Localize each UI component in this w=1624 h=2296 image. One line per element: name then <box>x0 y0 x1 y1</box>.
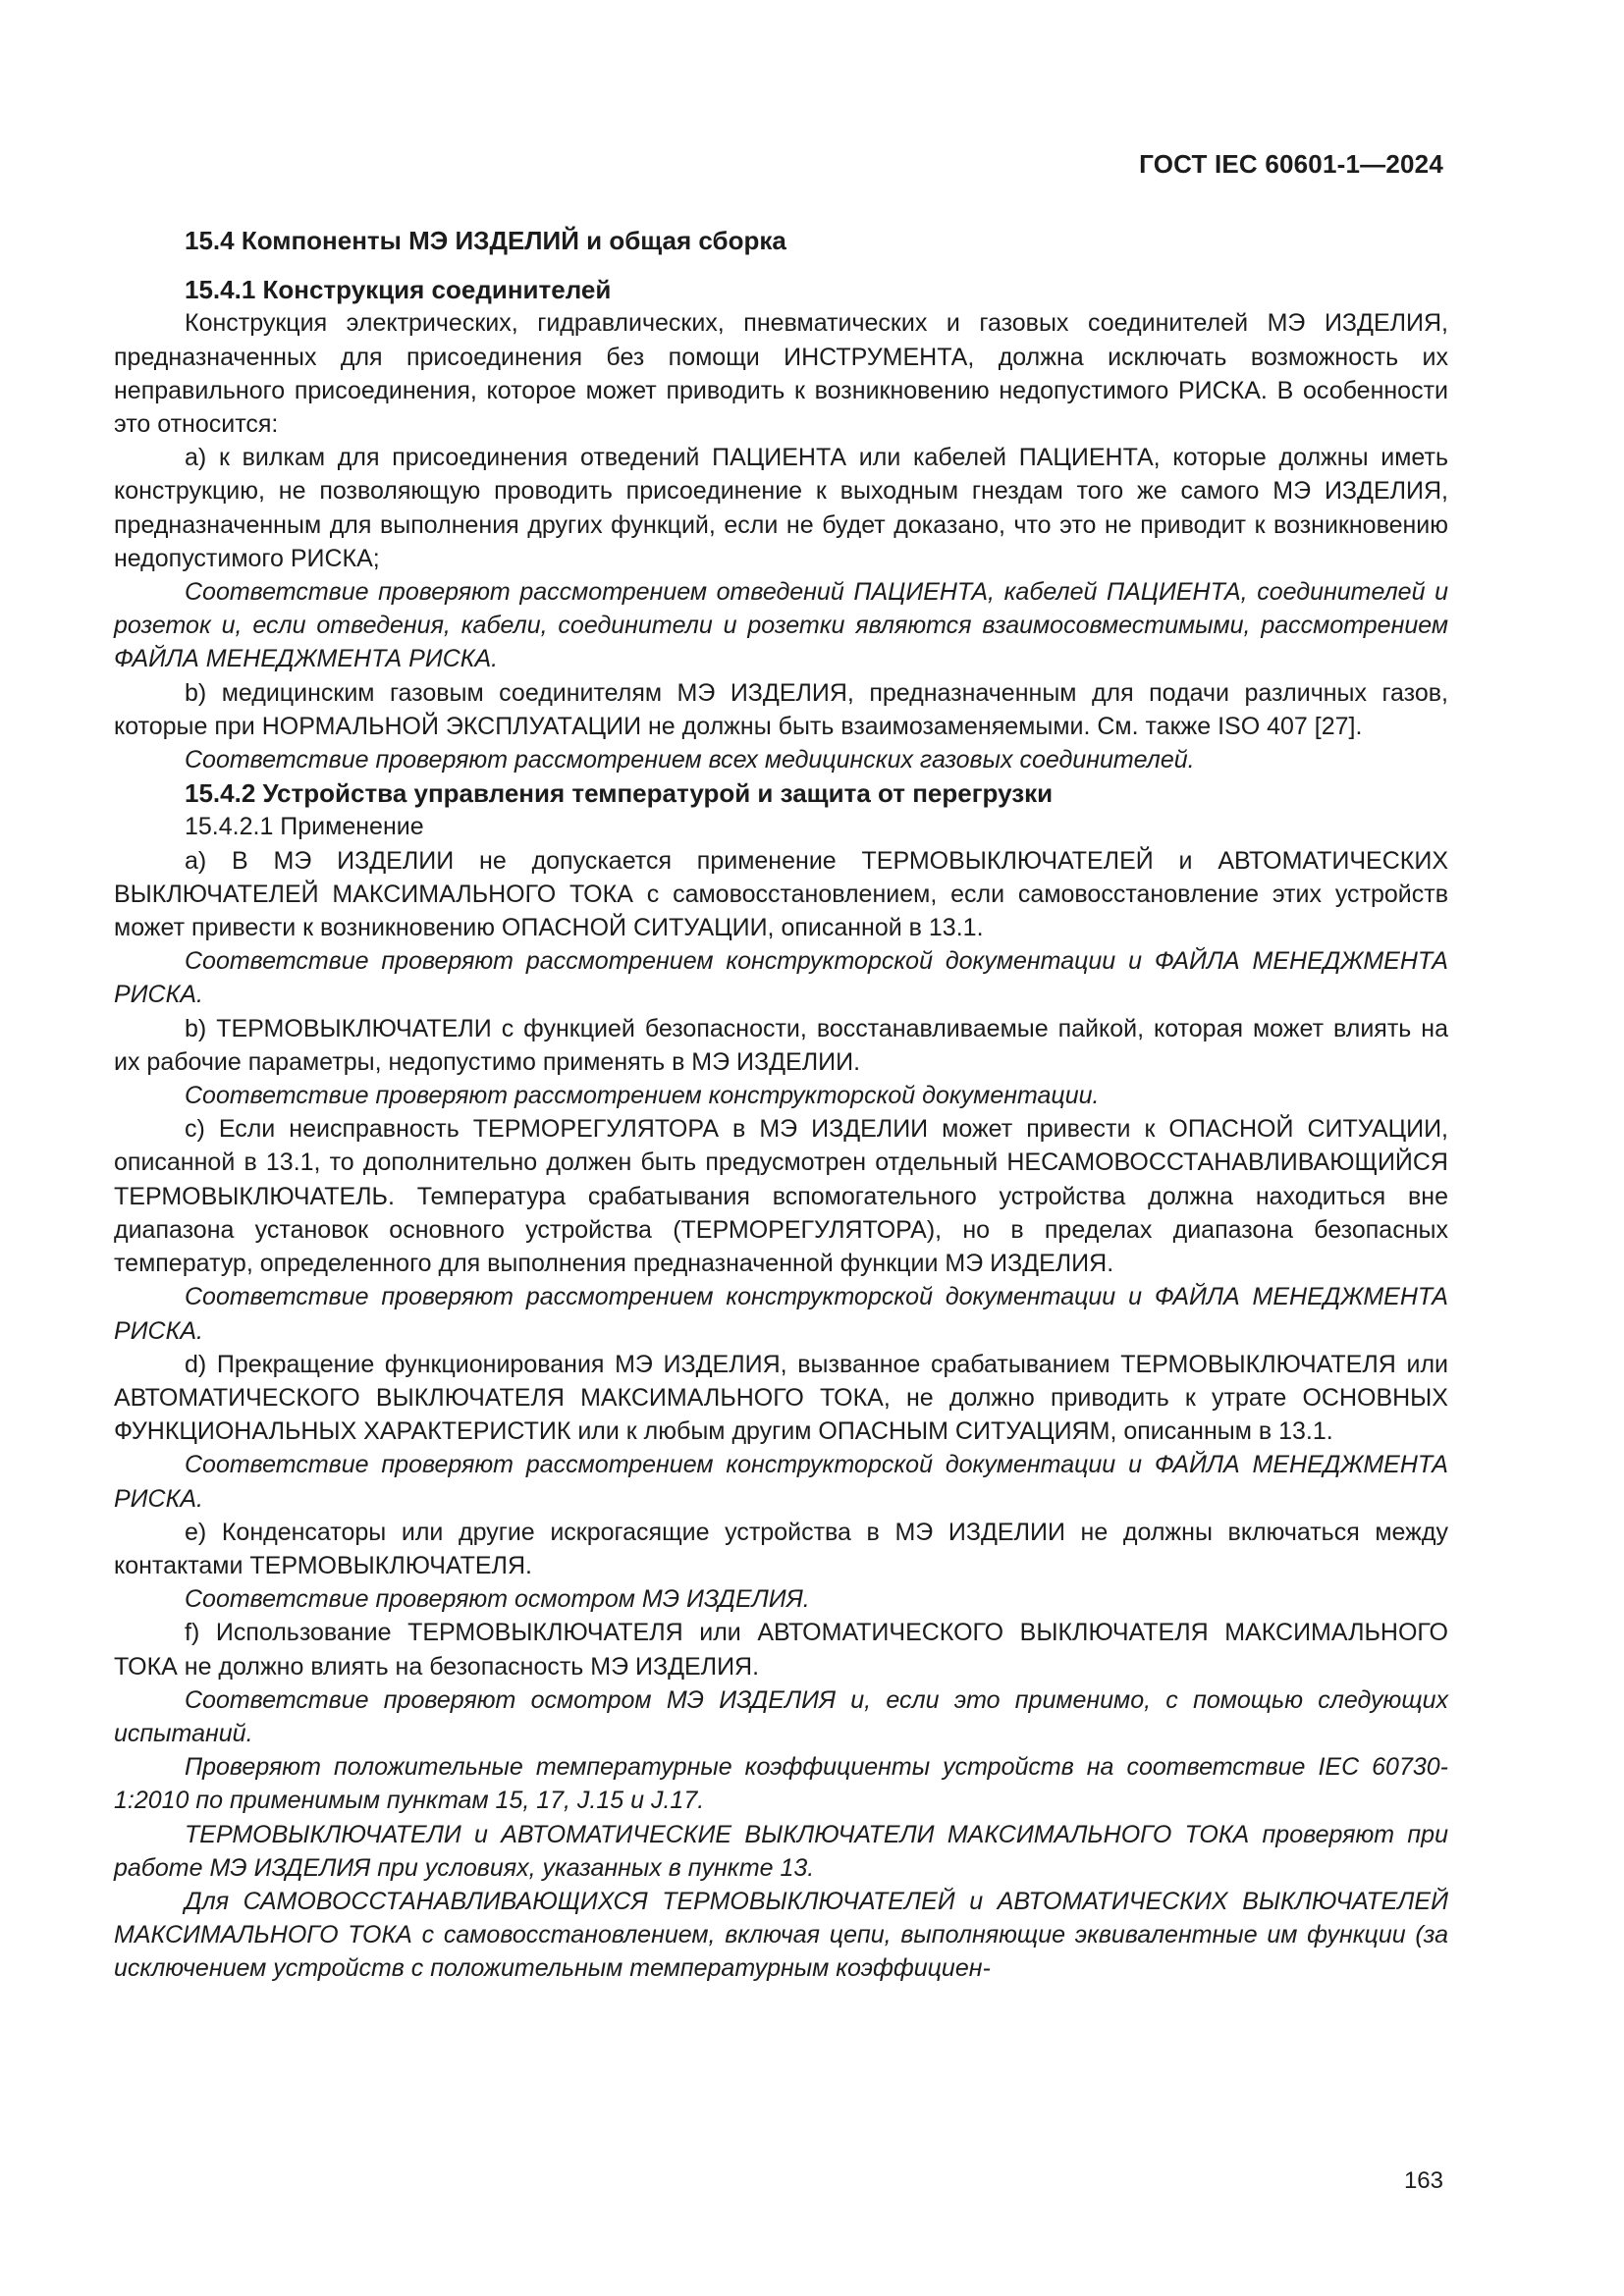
body-paragraph: Конструкция электрических, гидравлических, пневматических и газовых соединителей МЭ ИЗДЕЛИЯ, предназначенных для присоединения без помощи ИНСТРУМЕНТА, должна исключать возможность их неправильного присоединения, которое может приводить к возникновению недопустимого РИСКА. В особенности это относится: <box>114 309 1448 439</box>
list-item: c) Если неисправность ТЕРМОРЕГУЛЯТОРА в МЭ ИЗДЕЛИИ может привести к ОПАСНОЙ СИТУАЦИИ, описанной в 13.1, то дополнительно должен быть предусмотрен отдельный НЕСАМОВОССТАНАВЛИВАЮЩИЙСЯ ТЕРМОВЫКЛЮЧАТЕЛЬ. Температура срабатывания вспомогательного устройства должна находиться вне диапазона установок основного устройства (ТЕРМОРЕГУЛЯТОРА), но в пределах диапазона безопасных температур, определенного для выполнения предназначенной функции МЭ ИЗДЕЛИЯ. <box>114 1115 1448 1278</box>
document-code: ГОСТ IEC 60601-1—2024 <box>1139 149 1443 179</box>
compliance-note: Соответствие проверяют осмотром МЭ ИЗДЕЛИЯ и, если это применимо, с помощью следующих испытаний. <box>114 1685 1448 1747</box>
list-item: f) Использование ТЕРМОВЫКЛЮЧАТЕЛЯ или АВТОМАТИЧЕСКОГО ВЫКЛЮЧАТЕЛЯ МАКСИМАЛЬНОГО ТОКА не должно влиять на безопасность МЭ ИЗДЕЛИЯ. <box>114 1619 1448 1681</box>
list-item: b) ТЕРМОВЫКЛЮЧАТЕЛИ с функцией безопасности, восстанавливаемые пайкой, которая может влиять на их рабочие параметры, недопустимо применять в МЭ ИЗДЕЛИИ. <box>114 1014 1448 1076</box>
list-item: d) Прекращение функционирования МЭ ИЗДЕЛИЯ, вызванное срабатыванием ТЕРМОВЫКЛЮЧАТЕЛЯ или АВТОМАТИЧЕСКОГО ВЫКЛЮЧАТЕЛЯ МАКСИМАЛЬНОГО ТОКА, не должно приводить к утрате ОСНОВНЫХ ФУНКЦИОНАЛЬНЫХ ХАРАКТЕРИСТИК или к любым другим ОПАСНЫМ СИТУАЦИЯМ, описанным в 13.1. <box>114 1350 1448 1446</box>
list-item: a) В МЭ ИЗДЕЛИИ не допускается применение ТЕРМОВЫКЛЮЧАТЕЛЕЙ и АВТОМАТИЧЕСКИХ ВЫКЛЮЧАТЕЛЕЙ МАКСИМАЛЬНОГО ТОКА с самовосстановлением, если самовосстановление этих устройств может привести к возникновению ОПАСНОЙ СИТУАЦИИ, описанной в 13.1. <box>114 846 1448 942</box>
compliance-note: Соответствие проверяют рассмотрением отведений ПАЦИЕНТА, кабелей ПАЦИЕНТА, соединителей и розеток и, если отведения, кабели, соединители и розетки являются взаимосовместимыми, рассмотрением ФАЙЛА МЕНЕДЖМЕНТА РИСКА. <box>114 578 1448 673</box>
subsection-heading: 15.4.1 Конструкция соединителей <box>185 275 612 305</box>
compliance-note: Соответствие проверяют осмотром МЭ ИЗДЕЛИЯ. <box>185 1585 810 1614</box>
page-number: 163 <box>1403 2167 1443 2194</box>
test-procedure: Проверяют положительные температурные коэффициенты устройств на соответствие IEC 60730-1:2010 по применимым пунктам 15, 17, J.15 и J.17. <box>114 1753 1448 1815</box>
list-item: b) медицинским газовым соединителям МЭ ИЗДЕЛИЯ, предназначенным для подачи различных газов, которые при НОРМАЛЬНОЙ ЭКСПЛУАТАЦИИ не должны быть взаимозаменяемыми. См. также ISO 407 [27]. <box>114 678 1448 740</box>
compliance-note: Соответствие проверяют рассмотрением конструкторской документации и ФАЙЛА МЕНЕДЖМЕНТА РИСКА. <box>114 1451 1448 1513</box>
subsection-heading: 15.4.2 Устройства управления температурой и защита от перегрузки <box>185 778 1054 809</box>
compliance-note: Соответствие проверяют рассмотрением всех медицинских газовых соединителей. <box>185 746 1195 774</box>
list-item: e) Конденсаторы или другие искрогасящие устройства в МЭ ИЗДЕЛИИ не должны включаться между контактами ТЕРМОВЫКЛЮЧАТЕЛЯ. <box>114 1518 1448 1579</box>
clause-heading: 15.4.2.1 Применение <box>185 813 424 841</box>
compliance-note: Соответствие проверяют рассмотрением конструкторской документации и ФАЙЛА МЕНЕДЖМЕНТА РИСКА. <box>114 1283 1448 1345</box>
section-heading: 15.4 Компоненты МЭ ИЗДЕЛИЙ и общая сборка <box>185 226 786 255</box>
compliance-note: Соответствие проверяют рассмотрением конструкторской документации. <box>185 1082 1100 1110</box>
page-body <box>114 224 1448 1986</box>
test-procedure: ТЕРМОВЫКЛЮЧАТЕЛИ и АВТОМАТИЧЕСКИЕ ВЫКЛЮЧАТЕЛИ МАКСИМАЛЬНОГО ТОКА проверяют при работе МЭ ИЗДЕЛИЯ при условиях, указанных в пункте 13. <box>114 1820 1448 1882</box>
test-procedure: Для САМОВОССТАНАВЛИВАЮЩИХСЯ ТЕРМОВЫКЛЮЧАТЕЛЕЙ и АВТОМАТИЧЕСКИХ ВЫКЛЮЧАТЕЛЕЙ МАКСИМАЛЬНОГО ТОКА с самовосстановлением, включая цепи, выполняющие эквивалентные им функции (за исключением устройств с положительным температурным коэффициен- <box>114 1887 1448 1983</box>
compliance-note: Соответствие проверяют рассмотрением конструкторской документации и ФАЙЛА МЕНЕДЖМЕНТА РИСКА. <box>114 947 1448 1009</box>
list-item: a) к вилкам для присоединения отведений ПАЦИЕНТА или кабелей ПАЦИЕНТА, которые должны иметь конструкцию, не позволяющую проводить присоединение к выходным гнездам того же самого МЭ ИЗДЕЛИЯ, предназначенным для выполнения других функций, если не будет доказано, что это не приводит к возникновению недопустимого РИСКА; <box>114 444 1448 572</box>
